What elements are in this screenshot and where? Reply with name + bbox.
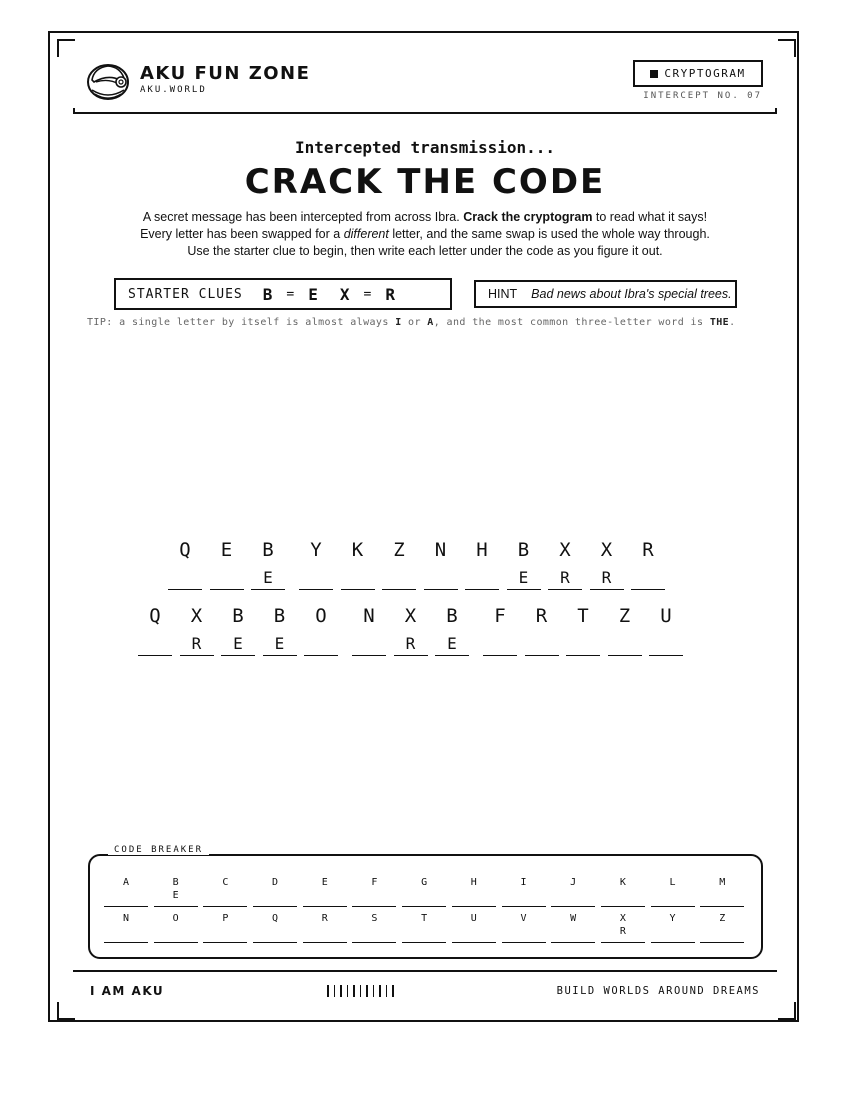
corner-mark <box>57 1002 75 1020</box>
alphabet-letter: J <box>570 877 577 888</box>
puzzle-cell <box>394 604 428 656</box>
barcode-icon <box>327 985 394 997</box>
cipher-letter: Z <box>618 605 631 627</box>
barcode-bar <box>379 985 381 997</box>
clue-equals: = <box>363 286 372 302</box>
decoded-letter-blank[interactable] <box>502 925 546 943</box>
hint-label: HINT <box>488 287 518 301</box>
puzzle-cell <box>548 538 582 590</box>
code-breaker-cell <box>452 913 496 943</box>
decoded-letter-blank[interactable] <box>452 925 496 943</box>
cipher-letter: B <box>446 605 458 627</box>
intercept-number: INTERCEPT NO. 07 <box>643 91 762 101</box>
cipher-letter: Q <box>149 605 161 627</box>
puzzle-cell <box>138 604 172 656</box>
cipher-letter: N <box>434 539 447 561</box>
answer-blank[interactable] <box>352 632 386 656</box>
answer-blank[interactable] <box>608 632 642 656</box>
decoded-letter-blank[interactable] <box>601 889 645 907</box>
decoded-letter-blank[interactable] <box>303 889 347 907</box>
answer-blank[interactable] <box>382 566 416 590</box>
cipher-letter: Y <box>310 539 322 561</box>
cipher-letter: B <box>517 539 530 561</box>
puzzle-cell <box>304 604 338 656</box>
alphabet-letter: A <box>122 877 130 888</box>
answer-blank[interactable] <box>341 566 375 590</box>
puzzle-cell <box>263 604 297 656</box>
alphabet-letter: W <box>570 913 577 924</box>
code-breaker-cell <box>352 877 396 907</box>
text: TIP: a single letter by itself is almost always <box>87 317 396 328</box>
answer-blank[interactable] <box>299 566 333 590</box>
square-bullet-icon <box>650 70 658 78</box>
alphabet-letter: E <box>321 877 328 888</box>
code-breaker-cell <box>303 877 347 907</box>
cipher-letter: X <box>600 539 613 561</box>
corner-mark <box>57 39 75 57</box>
answer-blank[interactable] <box>566 632 600 656</box>
decoded-letter-blank[interactable] <box>253 889 297 907</box>
puzzle-cell <box>507 538 541 590</box>
code-breaker-cell <box>104 877 148 907</box>
code-breaker-cell <box>700 913 744 943</box>
barcode-bar <box>327 985 329 997</box>
code-breaker-cell <box>551 913 595 943</box>
instructions <box>100 209 750 260</box>
emphasis: Crack the cryptogram <box>463 210 593 224</box>
alphabet-letter: L <box>669 877 676 888</box>
code-breaker-cell <box>402 877 446 907</box>
corner-mark <box>778 39 796 57</box>
alphabet-letter: T <box>421 913 428 924</box>
decoded-letter-blank[interactable] <box>303 925 347 943</box>
code-breaker-cell <box>651 913 695 943</box>
hint-text: Bad news about Ibra's special trees. <box>531 287 732 301</box>
answer-blank[interactable]: E <box>435 632 469 656</box>
code-breaker-cell <box>502 877 546 907</box>
answer-blank[interactable] <box>649 632 683 656</box>
alphabet-letter: I <box>520 877 527 888</box>
text: . <box>729 317 736 328</box>
cipher-letter: B <box>273 605 286 627</box>
decoded-letter-blank[interactable] <box>154 925 198 943</box>
cipher-letter: X <box>404 605 417 627</box>
alphabet-letter: U <box>470 913 477 924</box>
alphabet-letter: C <box>222 877 229 888</box>
code-breaker-cell <box>104 913 148 943</box>
decoded-letter-blank[interactable]: E <box>154 889 198 907</box>
cipher-letter: Q <box>179 539 191 561</box>
cipher-letter: T <box>577 605 589 627</box>
puzzle-cell <box>608 604 642 656</box>
barcode-bar <box>373 985 375 997</box>
emphasis: different <box>343 227 389 241</box>
footer-divider <box>73 970 777 972</box>
puzzle-cell <box>465 538 499 590</box>
hint-box <box>474 280 737 308</box>
answer-blank[interactable] <box>483 632 517 656</box>
answer-blank[interactable]: E <box>221 632 255 656</box>
decoded-letter-blank[interactable] <box>700 925 744 943</box>
emphasis: I <box>395 317 402 328</box>
corner-mark <box>778 1002 796 1020</box>
emphasis: A <box>427 317 434 328</box>
category-tag <box>633 60 763 87</box>
answer-blank[interactable] <box>210 566 244 590</box>
decoded-letter-blank[interactable]: R <box>601 925 645 943</box>
instructions-line: Use the starter clue to begin, then write each letter under the code as you figure it out. <box>187 244 663 258</box>
code-breaker-cell <box>601 913 645 943</box>
clue-code: X <box>339 284 350 304</box>
puzzle-cell <box>299 538 333 590</box>
alphabet-letter: P <box>222 913 229 924</box>
barcode-bar <box>334 985 336 997</box>
category-tag-label: CRYPTOGRAM <box>664 67 746 80</box>
answer-blank[interactable]: E <box>263 632 297 656</box>
brand-url: AKU.WORLD <box>140 85 207 95</box>
astronaut-helmet-icon <box>86 60 130 100</box>
decoded-letter-blank[interactable] <box>253 925 297 943</box>
alphabet-letter: B <box>172 877 179 888</box>
barcode-bar <box>347 985 349 997</box>
answer-blank[interactable]: R <box>590 566 624 590</box>
clue-code: B <box>262 284 273 304</box>
puzzle-cell <box>566 604 600 656</box>
puzzle-cell <box>180 604 214 656</box>
puzzle-word <box>483 604 683 656</box>
page-title: CRACK THE CODE <box>244 162 606 202</box>
puzzle-cell <box>483 604 517 656</box>
answer-blank[interactable] <box>525 632 559 656</box>
decoded-letter-blank[interactable] <box>203 889 247 907</box>
decoded-letter-blank[interactable] <box>402 925 446 943</box>
cipher-letter: R <box>535 605 548 627</box>
alphabet-letter: F <box>371 877 378 888</box>
puzzle-cell <box>525 604 559 656</box>
decoded-letter-blank[interactable] <box>551 925 595 943</box>
decoded-letter-blank[interactable] <box>402 889 446 907</box>
answer-blank[interactable]: R <box>394 632 428 656</box>
puzzle-cell <box>210 538 244 590</box>
alphabet-letter: Z <box>719 913 726 924</box>
barcode-bar <box>353 985 355 997</box>
brand-name: AKU FUN ZONE <box>140 63 311 84</box>
code-breaker-cell <box>700 877 744 907</box>
puzzle-word <box>299 538 665 590</box>
code-breaker-cell <box>253 877 297 907</box>
answer-blank[interactable] <box>465 566 499 590</box>
barcode-bar <box>360 985 362 997</box>
clue-equals: = <box>286 286 295 302</box>
footer-tagline: BUILD WORLDS AROUND DREAMS <box>556 985 760 997</box>
footer-slogan: I AM AKU <box>90 984 165 998</box>
code-breaker-row <box>104 877 744 907</box>
cipher-letter: K <box>351 539 364 561</box>
alphabet-letter: G <box>421 877 428 888</box>
decoded-letter-blank[interactable] <box>502 889 546 907</box>
code-breaker-cell <box>352 913 396 943</box>
alphabet-letter: N <box>122 913 130 924</box>
cipher-letter: E <box>220 539 233 561</box>
code-breaker-cell <box>154 913 198 943</box>
puzzle-line <box>138 604 683 656</box>
alphabet-letter: R <box>321 913 328 924</box>
starter-clues-label: STARTER CLUES <box>128 286 243 302</box>
clue <box>263 285 318 304</box>
puzzle-word <box>138 604 338 656</box>
cipher-letter: R <box>642 539 654 561</box>
clue <box>340 285 395 304</box>
decoded-letter-blank[interactable] <box>352 925 396 943</box>
kicker: Intercepted transmission... <box>294 138 556 157</box>
clue-plain: E <box>308 284 318 304</box>
cipher-letter: B <box>262 539 274 561</box>
decoded-letter-blank[interactable] <box>551 889 595 907</box>
code-breaker-cell <box>203 877 247 907</box>
puzzle-word <box>168 538 285 590</box>
puzzle-cell <box>341 538 375 590</box>
clue-plain: R <box>385 284 395 304</box>
cipher-letter: B <box>232 605 244 627</box>
puzzle-cell <box>168 538 202 590</box>
cipher-letter: N <box>363 605 375 627</box>
code-breaker-cell <box>203 913 247 943</box>
decoded-letter-blank[interactable] <box>203 925 247 943</box>
cipher-letter: Z <box>393 539 405 561</box>
cipher-letter: U <box>660 605 672 627</box>
puzzle-cell <box>631 538 665 590</box>
cipher-letter: X <box>559 539 571 561</box>
decoded-letter-blank[interactable] <box>104 925 148 943</box>
code-breaker-cell <box>402 913 446 943</box>
code-breaker-cell <box>601 877 645 907</box>
puzzle-cell <box>352 604 386 656</box>
barcode-bar <box>386 985 388 997</box>
puzzle-cell <box>435 604 469 656</box>
code-breaker-cell <box>452 877 496 907</box>
alphabet-letter: X <box>619 913 626 924</box>
answer-blank[interactable] <box>631 566 665 590</box>
cipher-letter: X <box>190 605 203 627</box>
alphabet-letter: S <box>371 913 378 924</box>
code-breaker-cell <box>303 913 347 943</box>
answer-blank[interactable] <box>424 566 458 590</box>
text: letter, and the same swap is used the whole way through. <box>388 227 710 241</box>
barcode-bar <box>366 985 368 997</box>
alphabet-letter: K <box>619 877 626 888</box>
instructions-line <box>100 209 750 226</box>
puzzle-cell <box>649 604 683 656</box>
alphabet-letter: Y <box>669 913 676 924</box>
barcode-bar <box>392 985 394 997</box>
text: Every letter has been swapped for a <box>140 227 344 241</box>
cipher-letter: O <box>315 605 327 627</box>
puzzle-cell <box>382 538 416 590</box>
alphabet-letter: H <box>470 877 477 888</box>
code-breaker-cell <box>551 877 595 907</box>
barcode-bar <box>340 985 342 997</box>
answer-blank[interactable] <box>168 566 202 590</box>
alphabet-letter: V <box>520 913 527 924</box>
puzzle-cell <box>424 538 458 590</box>
header-divider <box>73 108 777 114</box>
alphabet-letter: Q <box>272 913 279 924</box>
answer-blank[interactable]: E <box>251 566 285 590</box>
code-breaker-cell <box>253 913 297 943</box>
code-breaker-cell <box>154 877 198 907</box>
decoded-letter-blank[interactable] <box>352 889 396 907</box>
puzzle-word <box>352 604 469 656</box>
starter-clues <box>114 278 452 310</box>
text: A secret message has been intercepted from across Ibra. <box>142 210 464 224</box>
decoded-letter-blank[interactable] <box>651 889 695 907</box>
answer-blank[interactable]: R <box>180 632 214 656</box>
decoded-letter-blank[interactable] <box>700 889 744 907</box>
text: , and the most common three-letter word is <box>433 317 710 328</box>
answer-blank[interactable]: R <box>548 566 582 590</box>
puzzle-line <box>168 538 665 590</box>
code-breaker-label: CODE BREAKER <box>108 845 209 856</box>
decoded-letter-blank[interactable] <box>104 889 148 907</box>
text: or <box>401 317 428 328</box>
puzzle-cell <box>221 604 255 656</box>
cipher-letter: H <box>476 539 488 561</box>
puzzle-cell <box>251 538 285 590</box>
code-breaker-cell <box>651 877 695 907</box>
code-breaker-row <box>104 913 744 943</box>
puzzle-cell <box>590 538 624 590</box>
emphasis: THE <box>709 317 730 328</box>
instructions-line <box>100 226 750 243</box>
answer-blank[interactable]: E <box>507 566 541 590</box>
tip <box>87 317 767 328</box>
decoded-letter-blank[interactable] <box>651 925 695 943</box>
cipher-letter: F <box>494 605 506 627</box>
decoded-letter-blank[interactable] <box>452 889 496 907</box>
alphabet-letter: O <box>172 913 179 924</box>
alphabet-letter: D <box>272 877 279 888</box>
alphabet-letter: M <box>719 877 726 888</box>
answer-blank[interactable] <box>138 632 172 656</box>
answer-blank[interactable] <box>304 632 338 656</box>
text: to read what it says! <box>592 210 708 224</box>
code-breaker-cell <box>502 913 546 943</box>
